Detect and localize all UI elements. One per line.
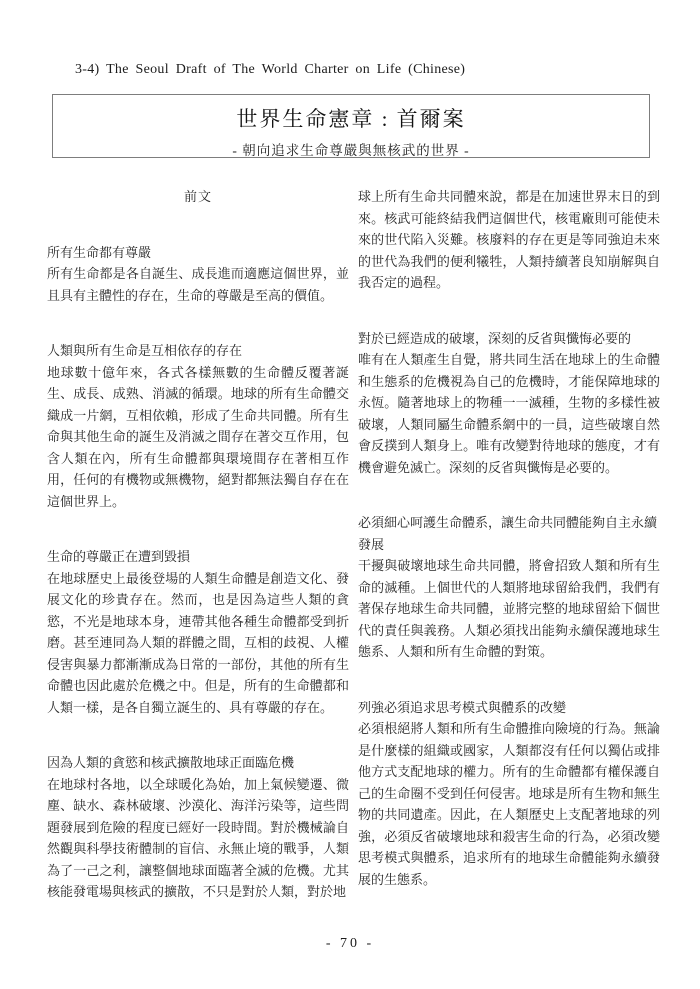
page-number: - 70 -	[325, 936, 375, 951]
section-heading: 因為人類的貪慾和核武擴散地球正面臨危機	[47, 755, 295, 770]
preface-heading: 前文	[183, 189, 212, 204]
section-interdependence	[47, 340, 349, 512]
section-body: 唯有在人類產生自覺，將共同生活在地球上的生命體和生態系的危機視為自己的危機時，才能保障地球的永恆。隨著地球上的物種一一滅種，生物的多樣性被破壞，人類同屬生命體系網中的一員，這些破壞自然會反撲到人類身上。唯有改變對待地球的態度，才有機會避免滅亡。深刻的反省與懺悔是必要的。	[358, 352, 660, 475]
section-powers-must-change	[358, 697, 660, 891]
section-heading: 人類與所有生命是互相依存的存在	[47, 343, 243, 358]
right-column	[358, 186, 660, 903]
title-box	[52, 94, 650, 158]
section-reflection-and-repentance	[358, 328, 660, 479]
section-all-life-has-dignity	[47, 242, 349, 307]
section-body: 所有生命都是各自誕生、成長進而適應這個世界，並且具有主體性的存在，生命的尊嚴是至高的價值。	[47, 266, 349, 303]
section-heading: 對於已經造成的破壞，深刻的反省與懺悔必要的	[358, 330, 632, 346]
section-protect-life-systems	[358, 512, 660, 663]
section-body: 在地球歷史上最後登場的人類生命體是創造文化、發展文化的珍貴存在。然而，也是因為這些人類的貪慾，不光是地球本身，連帶其他各種生命體都受到折磨。甚至連同為人類的群體之間，互相的歧視、人權侵害與暴力都漸漸成為日常的一部份，其他的所有生命體也因此處於危機之中。但是，所有的生命體都和人類一樣，是各自獨立誕生的、具有尊嚴的存在。	[47, 570, 349, 715]
continuation-paragraph: 球上所有生命共同體來說，都是在加速世界末日的到來。核武可能終結我們這個世代，核電廠則可能使未來的世代陷入災難。核廢料的存在更是等同強迫未來的世代為我們的便利犧牲，人類持續著良知崩解與自我否定的過程。	[358, 189, 660, 290]
section-heading: 列強必須追求思考模式與體系的改變	[358, 699, 567, 715]
section-body: 必須根絕將人類和所有生命體推向險境的行為。無論是什麼樣的組織或國家，人類都沒有任何以獨佔或排他方式支配地球的權力。所有的生命體都有權保護自己的生命圈不受到任何侵害。地球是所有生物和無生物的共同遺產。因此，在人類歷史上支配著地球的列強，必須反省破壞地球和殺害生命的行為，必須改變思考模式與體系，追求所有的地球生命體能夠永續發展的生態系。	[358, 721, 660, 887]
charter-subtitle: - 朝向追求生命尊嚴與無核武的世界 -	[232, 143, 470, 158]
section-body: 地球數十億年來，各式各樣無數的生命體反覆著誕生、成長、成熟、消滅的循環。地球的所有生命體交織成一片網，互相依賴，形成了生命共同體。所有生命與其他生命的誕生及消滅之間存在著交互作用，包含人類在內，所有生命體都與環境間存在著相互作用，任何的有機物或無機物，絕對都無法獨自存在在這個世界上。	[47, 364, 349, 509]
document-section-header: 3-4) The Seoul Draft of The World Charter on Life (Chinese)	[75, 62, 466, 77]
section-heading: 必須細心呵護生命體系，讓生命共同體能夠自主永續發展	[358, 515, 658, 552]
charter-title: 世界生命憲章 : 首爾案	[236, 107, 466, 131]
section-heading: 所有生命都有尊嚴	[47, 244, 152, 260]
two-column-body	[47, 186, 660, 903]
section-dignity-being-destroyed	[47, 546, 349, 718]
section-earth-facing-crisis	[47, 752, 349, 903]
section-body: 在地球村各地，以全球暖化為始，加上氣候變遷、微塵、缺水、森林破壞、沙漠化、海洋污染等，這些問題發展到危險的程度已經好一段時間。對於機械論自然觀與科學技術體制的盲信、永無止境的戰爭，人類為了一己之利，讓整個地球面臨著全滅的危機。尤其核能發電場與核武的擴散，不只是對於人類，對於地	[47, 776, 349, 899]
section-body: 干擾與破壞地球生命共同體，將會招致人類和所有生命的滅種。上個世代的人類將地球留給我們，我們有著保存地球生命共同體，並將完整的地球留給下個世代的責任與義務。人類必須找出能夠永續保護地球生態系、人類和所有生命體的對策。	[358, 558, 660, 659]
left-column	[47, 186, 349, 903]
section-heading: 生命的尊嚴正在遭到毀損	[47, 549, 191, 564]
